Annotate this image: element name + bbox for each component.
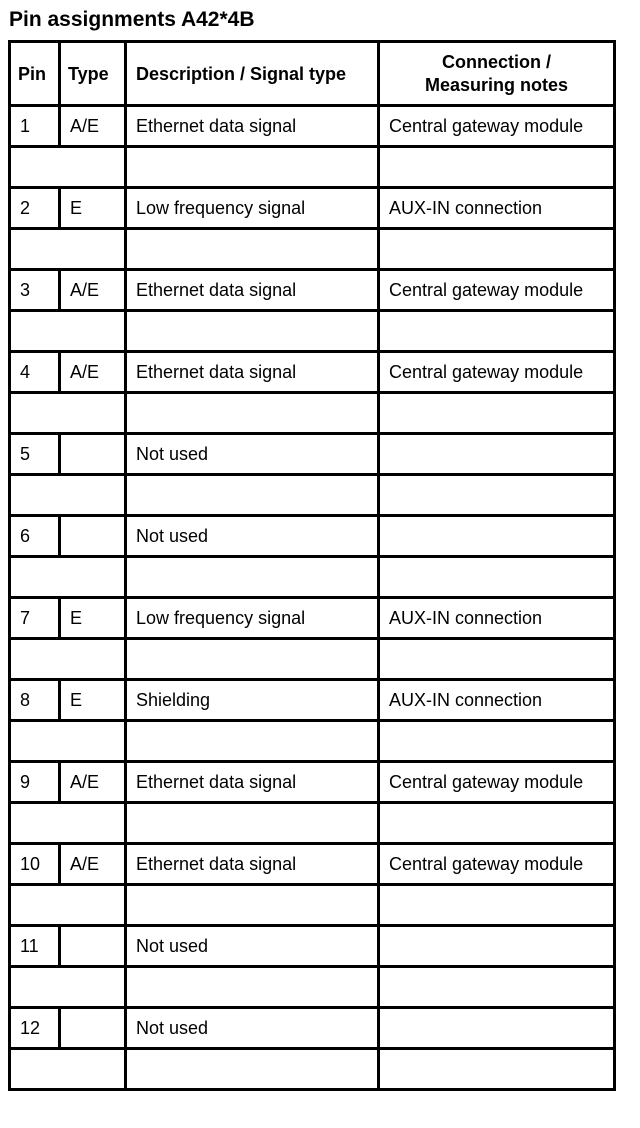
header-type: Type: [60, 42, 126, 106]
cell-type: A/E: [60, 106, 126, 147]
cell-type: [60, 434, 126, 475]
header-description: Description / Signal type: [126, 42, 379, 106]
spacer-cell: [126, 475, 379, 516]
spacer-row: [10, 967, 615, 1008]
cell-pin: 12: [10, 1008, 60, 1049]
spacer-cell: [126, 311, 379, 352]
spacer-cell: [10, 557, 126, 598]
cell-description: Ethernet data signal: [126, 352, 379, 393]
spacer-cell: [379, 639, 615, 680]
cell-description: Ethernet data signal: [126, 106, 379, 147]
spacer-cell: [10, 721, 126, 762]
cell-connection: Central gateway module: [379, 844, 615, 885]
spacer-cell: [10, 229, 126, 270]
cell-pin: 2: [10, 188, 60, 229]
cell-connection: AUX-IN connection: [379, 188, 615, 229]
cell-type: E: [60, 598, 126, 639]
spacer-cell: [10, 967, 126, 1008]
table-row: [10, 680, 615, 721]
cell-type: A/E: [60, 844, 126, 885]
header-row: [10, 42, 615, 106]
cell-description: Shielding: [126, 680, 379, 721]
spacer-cell: [126, 639, 379, 680]
spacer-row: [10, 311, 615, 352]
cell-pin: 6: [10, 516, 60, 557]
spacer-row: [10, 885, 615, 926]
table-row: [10, 106, 615, 147]
cell-type: A/E: [60, 352, 126, 393]
spacer-row: [10, 229, 615, 270]
cell-connection: AUX-IN connection: [379, 598, 615, 639]
spacer-cell: [126, 967, 379, 1008]
spacer-row: [10, 147, 615, 188]
cell-description: Low frequency signal: [126, 598, 379, 639]
cell-type: E: [60, 680, 126, 721]
spacer-row: [10, 393, 615, 434]
cell-type: A/E: [60, 270, 126, 311]
spacer-cell: [379, 147, 615, 188]
table-row: [10, 188, 615, 229]
spacer-cell: [126, 393, 379, 434]
table-row: [10, 844, 615, 885]
cell-description: Ethernet data signal: [126, 270, 379, 311]
spacer-cell: [10, 1049, 126, 1090]
spacer-cell: [10, 803, 126, 844]
cell-type: [60, 516, 126, 557]
table-row: [10, 516, 615, 557]
spacer-cell: [379, 721, 615, 762]
spacer-cell: [10, 475, 126, 516]
cell-connection: AUX-IN connection: [379, 680, 615, 721]
spacer-row: [10, 475, 615, 516]
cell-description: Ethernet data signal: [126, 844, 379, 885]
cell-connection: Central gateway module: [379, 352, 615, 393]
table-row: [10, 434, 615, 475]
cell-connection: Central gateway module: [379, 106, 615, 147]
spacer-cell: [10, 147, 126, 188]
spacer-cell: [126, 557, 379, 598]
table-header: [10, 42, 615, 106]
header-connection: [379, 42, 615, 106]
spacer-cell: [379, 803, 615, 844]
table-row: [10, 1008, 615, 1049]
spacer-row: [10, 639, 615, 680]
cell-description: Low frequency signal: [126, 188, 379, 229]
cell-pin: 11: [10, 926, 60, 967]
cell-pin: 9: [10, 762, 60, 803]
pin-assignment-table: [8, 40, 616, 1091]
spacer-cell: [10, 311, 126, 352]
cell-pin: 4: [10, 352, 60, 393]
cell-pin: 3: [10, 270, 60, 311]
cell-description: Not used: [126, 926, 379, 967]
spacer-cell: [10, 885, 126, 926]
spacer-cell: [126, 1049, 379, 1090]
cell-type: A/E: [60, 762, 126, 803]
spacer-cell: [379, 311, 615, 352]
cell-pin: 7: [10, 598, 60, 639]
spacer-cell: [379, 393, 615, 434]
spacer-cell: [379, 475, 615, 516]
header-connection-line1: Connection /: [442, 51, 551, 72]
header-connection-line2: Measuring notes: [424, 74, 569, 95]
cell-connection: [379, 926, 615, 967]
spacer-row: [10, 1049, 615, 1090]
cell-connection: [379, 516, 615, 557]
spacer-cell: [379, 1049, 615, 1090]
spacer-cell: [10, 393, 126, 434]
header-pin: Pin: [10, 42, 60, 106]
spacer-cell: [379, 885, 615, 926]
spacer-cell: [126, 885, 379, 926]
cell-pin: 8: [10, 680, 60, 721]
cell-description: Ethernet data signal: [126, 762, 379, 803]
page-title: Pin assignments A42*4B: [9, 8, 255, 31]
cell-connection: Central gateway module: [379, 270, 615, 311]
cell-pin: 10: [10, 844, 60, 885]
cell-description: Not used: [126, 516, 379, 557]
cell-pin: 5: [10, 434, 60, 475]
cell-type: [60, 926, 126, 967]
spacer-row: [10, 557, 615, 598]
table-body: [10, 106, 615, 1090]
cell-connection: [379, 1008, 615, 1049]
table-row: [10, 352, 615, 393]
cell-connection: Central gateway module: [379, 762, 615, 803]
spacer-cell: [126, 803, 379, 844]
spacer-cell: [126, 721, 379, 762]
spacer-cell: [379, 557, 615, 598]
spacer-cell: [10, 639, 126, 680]
spacer-cell: [379, 967, 615, 1008]
table-row: [10, 926, 615, 967]
spacer-row: [10, 803, 615, 844]
table-row: [10, 598, 615, 639]
cell-description: Not used: [126, 1008, 379, 1049]
table-row: [10, 762, 615, 803]
spacer-row: [10, 721, 615, 762]
spacer-cell: [379, 229, 615, 270]
spacer-cell: [126, 147, 379, 188]
cell-connection: [379, 434, 615, 475]
cell-pin: 1: [10, 106, 60, 147]
table-row: [10, 270, 615, 311]
cell-description: Not used: [126, 434, 379, 475]
cell-type: E: [60, 188, 126, 229]
cell-type: [60, 1008, 126, 1049]
spacer-cell: [126, 229, 379, 270]
